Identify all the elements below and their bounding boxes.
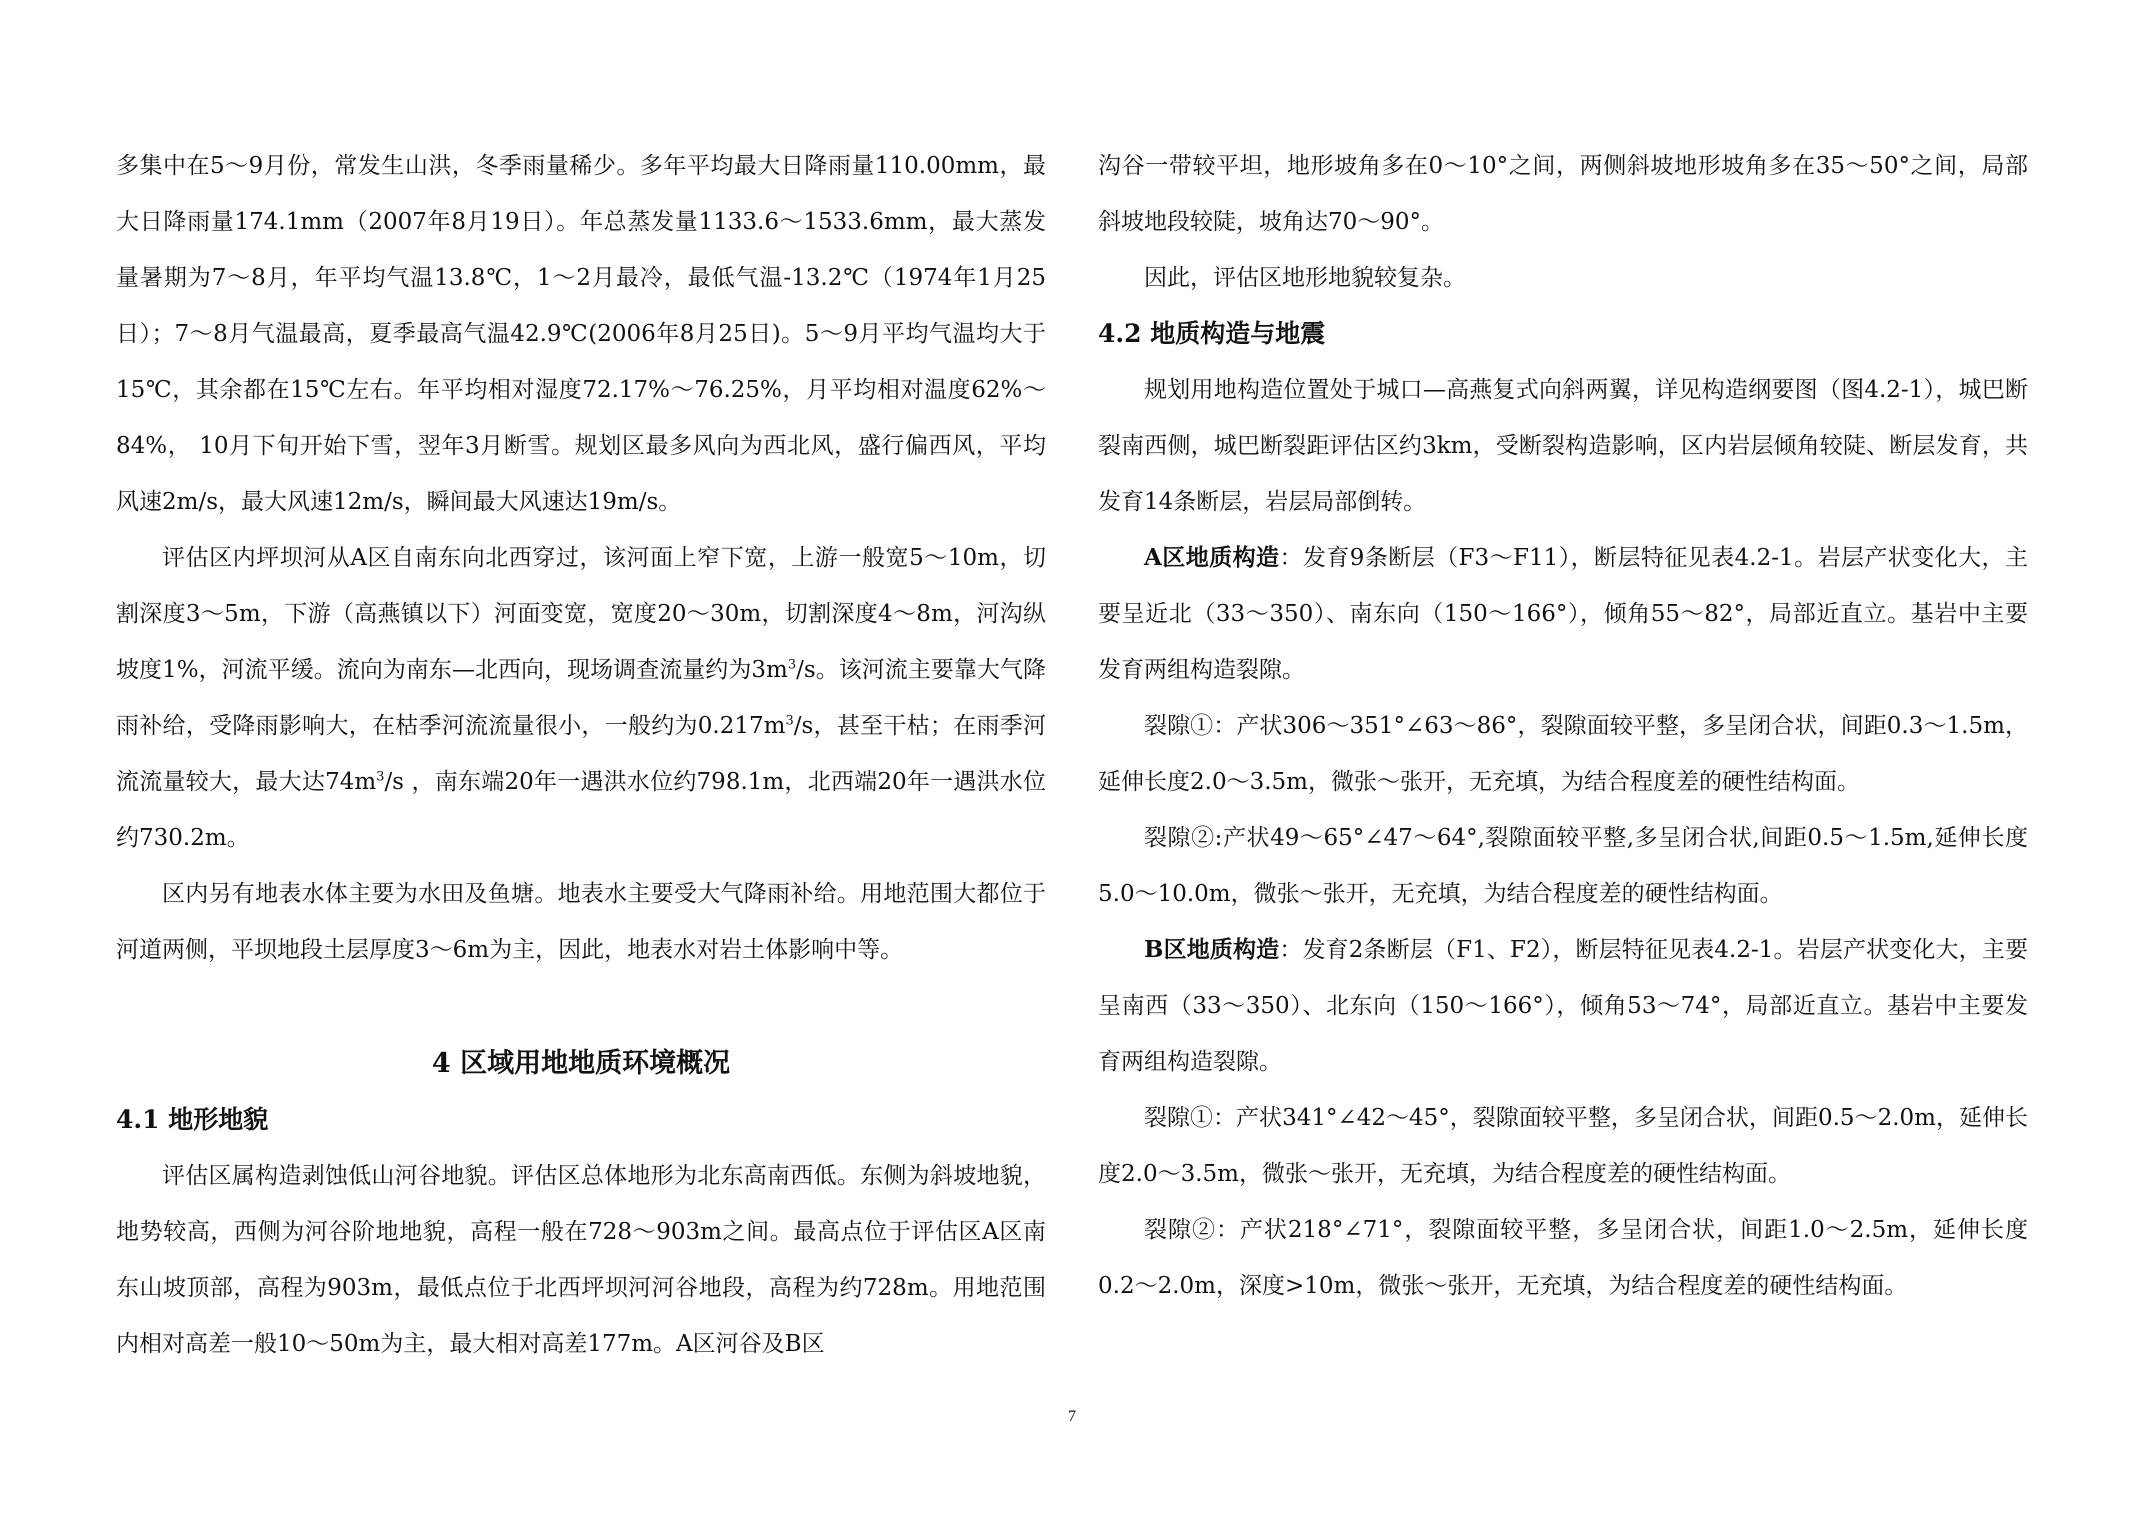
zone-a-text: ：发育9条断层（F3～F11），断层特征见表4.2-1。岩层产状变化大，主要呈近北（33～350）、南东向（150～166°），倾角55～82°，局部近直立。基岩中主要发育两组构造裂隙。	[1098, 545, 2028, 683]
zone-a-fracture-2: 裂隙②:产状49～65°∠47～64°,裂隙面较平整,多呈闭合状,间距0.5～1.5m,延伸长度5.0～10.0m，微张～张开，无充填，为结合程度差的硬性结构面。	[1098, 825, 2028, 907]
section-heading-4-2: 4.2 地质构造与地震	[1098, 319, 1326, 348]
zone-b-fracture-2: 裂隙②：产状218°∠71°，裂隙面较平整，多呈闭合状，间距1.0～2.5m，延伸长度0.2～2.0m，深度>10m，微张～张开，无充填，为结合程度差的硬性结构面。	[1098, 1217, 2028, 1299]
section-heading-4-1: 4.1 地形地貌	[116, 1105, 269, 1134]
zone-a-structure-paragraph	[1098, 530, 2028, 698]
superscript-3: 3	[787, 657, 797, 673]
superscript-3: 3	[376, 769, 385, 785]
zone-b-structure-paragraph	[1098, 922, 2028, 1090]
zone-b-fracture-1: 裂隙①：产状341°∠42～45°，裂隙面较平整，多呈闭合状，间距0.5～2.0m，延伸长度2.0～3.5m，微张～张开，无充填，为结合程度差的硬性结构面。	[1098, 1105, 2028, 1187]
superscript-3: 3	[785, 713, 794, 729]
page-number: 7	[1068, 1408, 1076, 1425]
zone-b-lead: B区地质构造	[1144, 936, 1280, 963]
left-column	[116, 138, 1046, 1372]
chapter-heading: 4 区域用地地质环境概况	[431, 1048, 731, 1079]
river-text-d: /s ，南东端20年一遇洪水位约798.1m，北西端20年一遇洪水位约730.2m。	[116, 769, 1046, 851]
zone-a-fracture-1: 裂隙①：产状306～351°∠63～86°，裂隙面较平整，多呈闭合状，间距0.3～1.5m，延伸长度2.0～3.5m，微张～张开，无充填，为结合程度差的硬性结构面。	[1098, 713, 2028, 795]
right-column	[1098, 138, 2028, 1314]
terrain-paragraph: 评估区属构造剥蚀低山河谷地貌。评估区总体地形为北东高南西低。东侧为斜坡地貌，地势较高，西侧为河谷阶地地貌，高程一般在728～903m之间。最高点位于评估区A区南东山坡顶部，高程为903m，最低点位于北西坪坝河河谷地段，高程为约728m。用地范围内相对高差一般10～50m为主，最大相对高差177m。A区河谷及B区	[116, 1163, 1046, 1357]
zone-b-text: ：发育2条断层（F1、F2），断层特征见表4.2-1。岩层产状变化大，主要呈南西（33～350）、北东向（150～166°），倾角53～74°，局部近直立。基岩中主要发育两组构造裂隙。	[1098, 937, 2028, 1075]
river-paragraph	[116, 530, 1046, 866]
terrain-conclusion-paragraph: 因此，评估区地形地貌较复杂。	[1144, 265, 1466, 291]
river-text-b: /s。该河流主要靠大气降雨补给，受降雨影响大，在枯季河流流量很小，一般约为0.217m	[116, 657, 1046, 739]
river-text-c: /s，甚至干枯；在雨季河流流量较大，最大达74m	[116, 713, 1047, 795]
climate-paragraph: 多集中在5～9月份，常发生山洪，冬季雨量稀少。多年平均最大日降雨量110.00mm，最大日降雨量174.1mm（2007年8月19日）。年总蒸发量1133.6～1533.6mm，最大蒸发量暑期为7～8月，年平均气温13.8℃，1～2月最冷，最低气温-13.2℃（1974年1月25日）；7～8月气温最高，夏季最高气温42.9℃(2006年8月25日)。5～9月平均气温均大于15℃，其余都在15℃左右。年平均相对湿度72.17%～76.25%，月平均相对温度62%～84%， 10月下旬开始下雪，翌年3月断雪。规划区最多风向为西北风，盛行偏西风，平均风速2m/s，最大风速12m/s，瞬间最大风速达19m/s。	[116, 153, 1046, 515]
terrain-continued-paragraph: 沟谷一带较平坦，地形坡角多在0～10°之间，两侧斜坡地形坡角多在35～50°之间，局部斜坡地段较陡，坡角达70～90°。	[1098, 153, 2028, 235]
structure-paragraph: 规划用地构造位置处于城口—高燕复式向斜两翼，详见构造纲要图（图4.2-1），城巴断裂南西侧，城巴断裂距评估区约3km，受断裂构造影响，区内岩层倾角较陡、断层发育，共发育14条断层，岩层局部倒转。	[1098, 377, 2028, 515]
zone-a-lead: A区地质构造	[1144, 544, 1280, 571]
surface-water-paragraph: 区内另有地表水体主要为水田及鱼塘。地表水主要受大气降雨补给。用地范围大都位于河道两侧，平坝地段土层厚度3～6m为主，因此，地表水对岩土体影响中等。	[116, 881, 1046, 963]
river-text-a: 评估区内坪坝河从A区自南东向北西穿过，该河面上窄下宽，上游一般宽5～10m，切割深度3～5m，下游（高燕镇以下）河面变宽，宽度20～30m，切割深度4～8m，河沟纵坡度1%，河流平缓。流向为南东—北西向，现场调查流量约为3m	[116, 545, 1046, 683]
